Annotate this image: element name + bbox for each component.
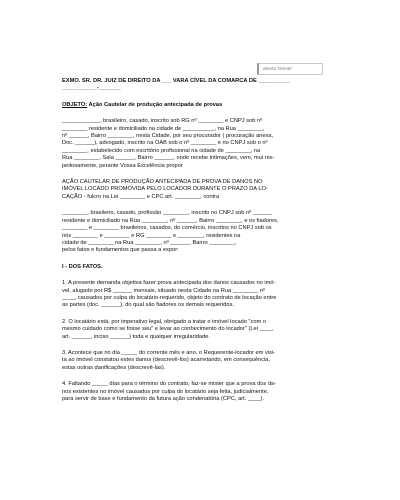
- objeto-text: Ação Cautelar de produção antecipada de provas: [87, 101, 223, 108]
- paragraph-line: estas outras danificações (descrevê-las).: [62, 364, 166, 371]
- paragraph-line: residente e domiciliado na Rua ________, nº ______, Bairro ________, e os fiadores,: [62, 217, 279, 224]
- paragraph-line: peitosamente, perante Vossa Excelência propor: [62, 162, 183, 169]
- paragraph-line: ta ao imóvel constatou estes danos (descrevê-los) acarretando, em consequência,: [62, 357, 271, 364]
- paragraph-line: nos existentes no imóvel causados por culpa do locatário seja feita, judicialmente,: [62, 388, 269, 395]
- document-tag: aberto 'Direito': [257, 63, 323, 75]
- action-title: [62, 179, 332, 201]
- paragraph-line: Doc. ______), advogado, inscrito na OAB sob o nº ________ e no CNPJ sob o nº: [62, 140, 268, 147]
- paragraph-line: CAÇÃO - fulcro na Lei ________ e CPC art. ________, contra: [62, 193, 220, 200]
- paragraph-line: ____________, brasileiro, casado, inscrito sob RG nº ________ e CNPJ sob nº: [62, 118, 263, 125]
- paragraph-line: as partes (doc. ______), do qual são fiadores os demais requeridos.: [62, 302, 234, 309]
- paragraph-line: 1. A presente demanda objetiva fazer prova antecipada dos danos causados no imó-: [62, 280, 276, 287]
- paragraph-line: ________ residente e domiciliado na cidade de __________, na Rua ________,: [62, 125, 265, 132]
- paragraph-line: 2. O locatário está, por imperativo legal, obrigado a tratar o imóvel locado "com o: [62, 318, 267, 325]
- plaintiff-qualification: [62, 118, 332, 170]
- paragraph-line: nós ________ e ________ e RG ________ e ________, residentes na: [62, 232, 241, 239]
- court-header-line-1: EXMO. SR. DR. JUIZ DE DIREITO DA ___ VARA CÍVEL DA COMARCA DE __________: [62, 78, 290, 84]
- paragraph-line: nº ______, Bairro ________, nesta Cidade, por seu procurador ( procuração anexa,: [62, 133, 274, 140]
- paragraph-line: para servir de base e fundamento da futura ação condenatória (CPC, art. ____).: [62, 396, 265, 402]
- paragraph-line: 4. Faltando _____ dias para o término do contrato, faz-se mister que a prova dos da-: [62, 381, 277, 388]
- paragraph-line: cidade de ________ na Rua ________, nº ______, Bairro ________,: [62, 239, 237, 246]
- fact-paragraph-2: [62, 319, 332, 341]
- paragraph-line: art. ______, inciso ______) toda e qualquer irregularidade.: [62, 333, 210, 340]
- paragraph-line: pelos fatos e fundamentos que passa a expor:: [62, 247, 179, 254]
- paragraph-line: mesmo cuidado como se fosse seu" e levar ao conhecimento do locador" (Lei ____,: [62, 326, 274, 333]
- paragraph-line: ________, estabelecido com escritório profissional na cidade de ________, na: [62, 147, 261, 154]
- paragraph-line: ____, causados por culpa do locatário-requerido, objeto do contrato de locação entre: [62, 294, 277, 301]
- paragraph-line: IMÓVEL LOCADO PROMOVIDA PELO LOCADOR DURANTE O PRAZO DA LO-: [62, 186, 268, 193]
- fact-paragraph-3: [62, 350, 332, 372]
- paragraph-line: ________ e ________ brasileiros, casados, do comércio, inscritos no CNPJ sob os: [62, 225, 272, 232]
- paragraph-line: ________, brasileiro, casado, profissão ________, inscrito no CNPJ sob nº ______: [62, 210, 272, 217]
- objeto-line: [62, 102, 332, 109]
- paragraph-line: vel, alugado por R$ ______ mensais, situado nesta Cidade na Rua ________ nº: [62, 287, 265, 294]
- section-title: I - DOS FATOS.: [62, 263, 103, 270]
- document-body: [62, 78, 332, 403]
- objeto-label: OBJETO:: [62, 101, 88, 108]
- court-header-line-2: ___________-_______: [62, 85, 121, 92]
- fact-paragraph-4: [62, 381, 332, 403]
- paragraph-line: 3. Acontece que no dia _____ do corrente mês e ano, o Requerente-locador em visi-: [62, 349, 276, 356]
- paragraph-line: AÇÃO CAUTELAR DE PRODUÇÃO ANTECIPADA DE PROVA DE DANOS NO: [62, 179, 263, 186]
- fact-paragraph-1: [62, 280, 332, 310]
- paragraph-line: Rua ________, Sala ______, Bairro ______, onde recebe intimações, vem, mui res-: [62, 155, 275, 162]
- defendants-qualification: [62, 210, 332, 254]
